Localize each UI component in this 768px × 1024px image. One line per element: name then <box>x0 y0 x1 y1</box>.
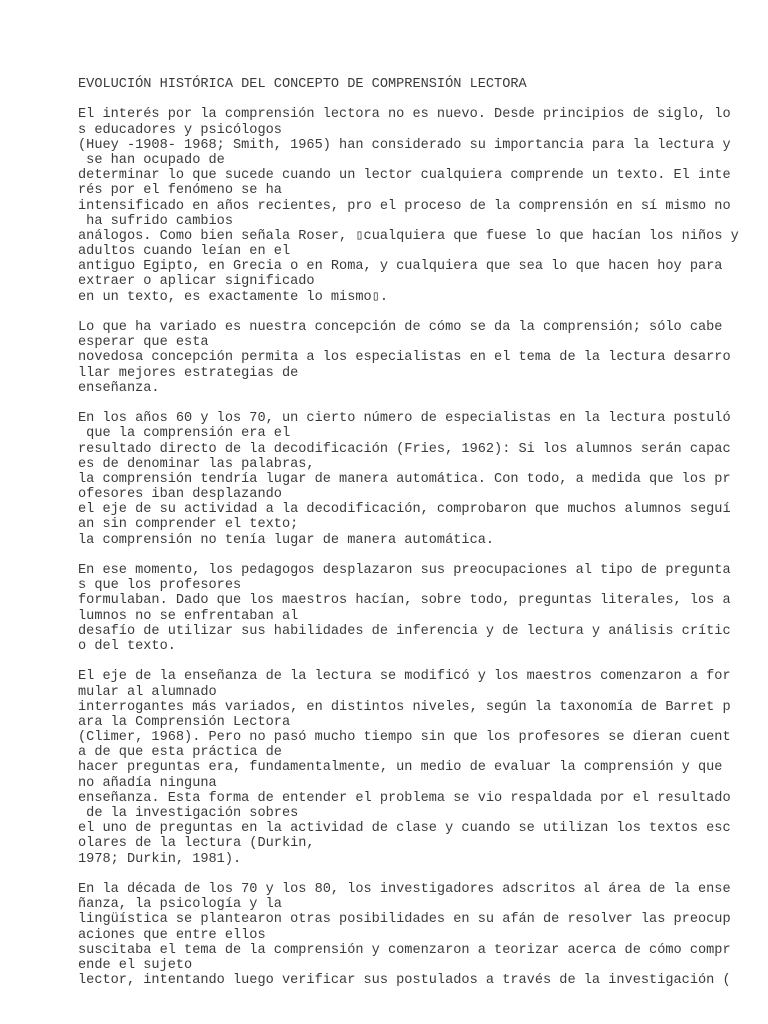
text-line: 1978; Durkin, 1981). <box>78 851 242 867</box>
text-line: enseñanza. Esta forma de entender el problema se vio respaldada por el resultado <box>78 790 731 806</box>
text-line: el uno de preguntas en la actividad de clase y cuando se utilizan los textos esc <box>78 821 731 837</box>
text-line: olares de la lectura (Durkin, <box>78 836 315 852</box>
paragraph <box>78 107 758 304</box>
text-line: el eje de su actividad a la decodificación, comprobaron que muchos alumnos seguí <box>78 502 731 518</box>
text-line: Lo que ha variado es nuestra concepción de cómo se da la comprensión; sólo cabe <box>78 320 723 335</box>
paragraph <box>78 320 758 396</box>
text-line: formulaban. Dado que los maestros hacían, sobre todo, preguntas literales, los a <box>78 593 731 609</box>
text-line: El interés por la comprensión lectora no es nuevo. Desde principios de siglo, lo <box>78 107 731 123</box>
text-line: interrogantes más variados, en distintos niveles, según la taxonomía de Barret p <box>78 699 731 715</box>
text-line: (Climer, 1968). Pero no pasó mucho tiempo sin que los profesores se dieran cuent <box>78 730 731 746</box>
document-page <box>78 77 758 988</box>
text-line: suscitaba el tema de la comprensión y comenzaron a teorizar acerca de cómo compr <box>78 942 731 958</box>
text-line: novedosa concepción permita a los especialistas en el tema de la lectura desarro <box>78 350 731 366</box>
text-line: an sin comprender el texto; <box>78 517 299 533</box>
text-line: En ese momento, los pedagogos desplazaron sus preocupaciones al tipo de pregunta <box>78 563 731 578</box>
text-line: El eje de la enseñanza de la lectura se modificó y los maestros comenzaron a for <box>78 669 731 685</box>
text-line: ha sufrido cambios <box>78 213 233 229</box>
text-line: a de que esta práctica de <box>78 745 282 761</box>
text-line: desafío de utilizar sus habilidades de inferencia y de lectura y análisis crític <box>78 623 731 639</box>
text-line: que la comprensión era el <box>78 426 291 442</box>
text-line: resultado directo de la decodificación (Fries, 1962): Si los alumnos serán capac <box>78 441 731 457</box>
text-line: de la investigación sobres <box>78 806 299 821</box>
text-line: es de denominar las palabras, <box>78 456 315 472</box>
text-line: ofesores iban desplazando <box>78 487 282 503</box>
text-line: se han ocupado de <box>78 152 225 168</box>
text-line: no añadía ninguna <box>78 775 217 791</box>
text-line: en un texto, es exactamente lo mismo▯. <box>78 289 389 305</box>
text-line: En los años 60 y los 70, un cierto número de especialistas en la lectura postuló <box>78 411 731 427</box>
text-line: lumnos no se enfrentaban al <box>78 608 299 624</box>
text-line: esperar que esta <box>78 335 209 351</box>
text-line: hacer preguntas era, fundamentalmente, un medio de evaluar la comprensión y que <box>78 760 723 776</box>
text-line: (Huey -1908- 1968; Smith, 1965) han considerado su importancia para la lectura y <box>78 137 731 153</box>
text-line: intensificado en años recientes, pro el proceso de la comprensión en sí mismo no <box>78 198 731 214</box>
document-body <box>78 107 758 988</box>
text-line: lector, intentando luego verificar sus postulados a través de la investigación ( <box>78 973 731 989</box>
text-line: ende el sujeto <box>78 957 193 973</box>
paragraph <box>78 882 758 988</box>
text-line: determinar lo que sucede cuando un lector cualquiera comprende un texto. El inte <box>78 168 731 184</box>
text-line: llar mejores estrategias de <box>78 365 299 381</box>
text-line: antiguo Egipto, en Grecia o en Roma, y cualquiera que sea lo que hacen hoy para <box>78 259 723 275</box>
text-line: o del texto. <box>78 638 176 654</box>
text-line: adultos cuando leían en el <box>78 244 291 260</box>
text-line: ara la Comprensión Lectora <box>78 714 291 730</box>
paragraph <box>78 669 758 866</box>
text-line: ñanza, la psicología y la <box>78 897 282 913</box>
text-line: mular al alumnado <box>78 684 217 700</box>
text-line: rés por el fenómeno se ha <box>78 183 282 199</box>
text-line: análogos. Como bien señala Roser, ▯cualquiera que fuese lo que hacían los niños y <box>78 228 739 244</box>
text-line: lingüística se plantearon otras posibilidades en su afán de resolver las preocup <box>78 912 731 928</box>
text-line: enseñanza. <box>78 380 160 396</box>
text-line: la comprensión tendría lugar de manera automática. Con todo, a medida que los pr <box>78 471 731 487</box>
text-line: la comprensión no tenía lugar de manera automática. <box>78 532 495 548</box>
text-line: s que los profesores <box>78 578 242 594</box>
text-line: En la década de los 70 y los 80, los investigadores adscritos al área de la ense <box>78 881 731 897</box>
text-line: extraer o aplicar significado <box>78 274 315 290</box>
paragraph <box>78 411 758 548</box>
document-title: EVOLUCIÓN HISTÓRICA DEL CONCEPTO DE COMPRENSIÓN LECTORA <box>78 77 527 92</box>
text-line: s educadores y psicólogos <box>78 122 282 138</box>
text-line: aciones que entre ellos <box>78 927 266 943</box>
paragraph <box>78 563 758 654</box>
